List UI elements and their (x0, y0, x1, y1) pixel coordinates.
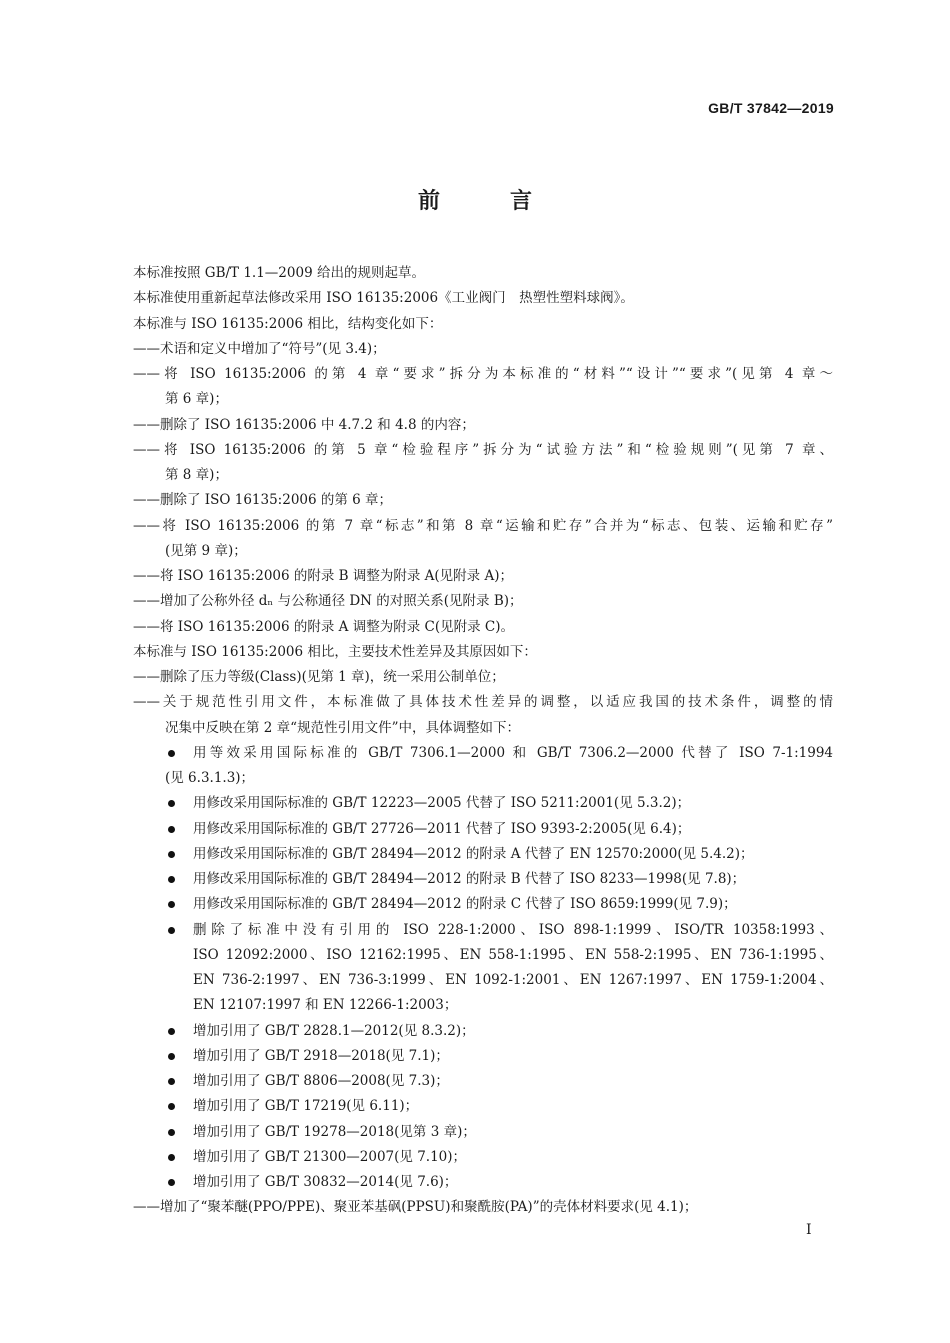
bullet-icon (168, 1129, 175, 1136)
line-text: ——将 ISO 16135:2006 的第 7 章“标志”和第 8 章“运输和贮存”合并为“标志、包装、运输和贮存” (133, 517, 833, 534)
bullet-item (133, 1120, 833, 1145)
line-text: ——将 ISO 16135:2006 的第 4 章“要求”拆分为本标准的“材料”“设计”“要求”(见第 4 章～ (133, 366, 833, 382)
line-text: 增加引用了 GB/T 2918—2018(见 7.1)； (193, 1047, 449, 1064)
bullet-icon (168, 1053, 175, 1060)
bullet-icon (168, 1028, 175, 1035)
line-text: 本标准使用重新起草法修改采用 ISO 16135:2006《工业阀门 热塑性塑料球阀》。 (133, 290, 634, 307)
continuation-line (133, 993, 833, 1018)
dash-item (133, 337, 833, 362)
line-text: ——将 ISO 16135:2006 的第 5 章“检验程序”拆分为“试验方法”和“检验规则”(见第 7 章、 (133, 441, 833, 458)
line-text: 本标准与 ISO 16135:2006 相比，结构变化如下： (133, 315, 443, 332)
paragraph (133, 261, 833, 286)
bullet-icon (168, 750, 175, 757)
line-text: 用等效采用国际标准的 GB/T 7306.1—2000 和 GB/T 7306.2—2000 代替了 ISO 7-1:1994 (193, 744, 833, 761)
bullet-item (133, 791, 833, 816)
paragraph (133, 640, 833, 665)
line-text: ——删除了 ISO 16135:2006 中 4.7.2 和 4.8 的内容； (133, 416, 475, 433)
line-text: ——将 ISO 16135:2006 的附录 B 调整为附录 A(见附录 A)； (133, 568, 513, 584)
bullet-icon (168, 876, 175, 883)
continuation-line (133, 539, 833, 564)
bullet-item (133, 1044, 833, 1069)
line-text: 增加引用了 GB/T 19278—2018(见第 3 章)； (193, 1123, 476, 1140)
bullet-item (133, 741, 833, 766)
dash-item (133, 615, 833, 640)
bullet-item (133, 817, 833, 842)
continuation-line (133, 766, 833, 791)
continuation-line (133, 943, 833, 968)
line-text: (见第 9 章)； (165, 542, 247, 559)
line-text: ——增加了公称外径 dₙ 与公称通径 DN 的对照关系(见附录 B)； (133, 593, 523, 610)
page-title: 前 言 (417, 188, 556, 214)
line-text: 增加引用了 GB/T 17219(见 6.11)； (193, 1098, 419, 1115)
dash-item (133, 690, 833, 715)
line-text: 用修改采用国际标准的 GB/T 12223—2005 代替了 ISO 5211:2001(见 5.3.2)； (193, 795, 691, 812)
line-text: (见 6.3.1.3)； (165, 770, 255, 786)
bullet-icon (168, 927, 175, 934)
dash-item (133, 413, 833, 438)
standard-number: GB/T 37842—2019 (708, 100, 834, 116)
foreword-body (133, 261, 833, 1221)
bullet-item (133, 892, 833, 917)
line-text: 用修改采用国际标准的 GB/T 28494—2012 的附录 A 代替了 EN 12570:2000(见 5.4.2)； (193, 845, 754, 862)
bullet-item (133, 918, 833, 943)
bullet-item (133, 1019, 833, 1044)
bullet-icon (168, 1078, 175, 1085)
dash-item (133, 488, 833, 513)
continuation-line (133, 463, 833, 488)
bullet-item (133, 842, 833, 867)
line-text: 第 8 章)； (165, 467, 228, 483)
bullet-icon (168, 826, 175, 833)
bullet-item (133, 1094, 833, 1119)
bullet-icon (168, 1179, 175, 1186)
line-text: 增加引用了 GB/T 21300—2007(见 7.10)； (193, 1148, 467, 1165)
line-text: 用修改采用国际标准的 GB/T 27726—2011 代替了 ISO 9393-2:2005(见 6.4)； (193, 820, 691, 837)
line-text: 增加引用了 GB/T 2828.1—2012(见 8.3.2)； (193, 1022, 475, 1039)
bullet-item (133, 1145, 833, 1170)
bullet-icon (168, 1154, 175, 1161)
line-text: 本标准与 ISO 16135:2006 相比，主要技术性差异及其原因如下： (133, 643, 537, 660)
paragraph (133, 286, 833, 311)
line-text: 况集中反映在第 2 章“规范性引用文件”中，具体调整如下： (165, 719, 520, 736)
bullet-item (133, 867, 833, 892)
dash-item (133, 665, 833, 690)
continuation-line (133, 387, 833, 412)
bullet-icon (168, 901, 175, 908)
line-text: ——删除了 ISO 16135:2006 的第 6 章； (133, 492, 393, 509)
line-text: ——关于规范性引用文件，本标准做了具体技术性差异的调整，以适应我国的技术条件，调整的情 (133, 694, 833, 711)
line-text: ISO 12092:2000、ISO 12162:1995、EN 558-1:1995、EN 558-2:1995、EN 736-1:1995、 (193, 946, 833, 963)
paragraph (133, 312, 833, 337)
line-text: ——将 ISO 16135:2006 的附录 A 调整为附录 C(见附录 C)。 (133, 618, 514, 635)
bullet-icon (168, 851, 175, 858)
line-text: EN 736-2:1997、EN 736-3:1999、EN 1092-1:2001、EN 1267:1997、EN 1759-1:2004、 (193, 972, 833, 988)
line-text: ——术语和定义中增加了“符号”(见 3.4)； (133, 340, 386, 357)
dash-item (133, 362, 833, 387)
line-text: 用修改采用国际标准的 GB/T 28494—2012 的附录 C 代替了 ISO 8659:1999(见 7.9)； (193, 896, 737, 913)
line-text: EN 12107:1997 和 EN 12266-1:2003； (193, 997, 458, 1014)
line-text: ——增加了“聚苯醚(PPO/PPE)、聚亚苯基砜(PPSU)和聚酰胺(PA)”的壳体材料要求(见 4.1)； (133, 1199, 698, 1216)
line-text: 增加引用了 GB/T 30832—2014(见 7.6)； (193, 1174, 458, 1190)
bullet-icon (168, 1103, 175, 1110)
dash-item (133, 564, 833, 589)
bullet-item (133, 1170, 833, 1195)
bullet-icon (168, 800, 175, 807)
continuation-line (133, 716, 833, 741)
line-text: ——删除了压力等级(Class)(见第 1 章)，统一采用公制单位； (133, 669, 505, 685)
line-text: 删除了标准中没有引用的 ISO 228-1:2000、ISO 898-1:1999、ISO/TR 10358:1993、 (193, 921, 833, 938)
dash-item (133, 589, 833, 614)
page-number: I (806, 1222, 812, 1238)
line-text: 第 6 章)； (165, 391, 228, 408)
dash-item (133, 514, 833, 539)
continuation-line (133, 968, 833, 993)
line-text: 本标准按照 GB/T 1.1—2009 给出的规则起草。 (133, 265, 425, 281)
line-text: 增加引用了 GB/T 8806—2008(见 7.3)； (193, 1073, 449, 1089)
dash-item (133, 1195, 833, 1220)
dash-item (133, 438, 833, 463)
bullet-item (133, 1069, 833, 1094)
line-text: 用修改采用国际标准的 GB/T 28494—2012 的附录 B 代替了 ISO 8233—1998(见 7.8)； (193, 871, 746, 887)
